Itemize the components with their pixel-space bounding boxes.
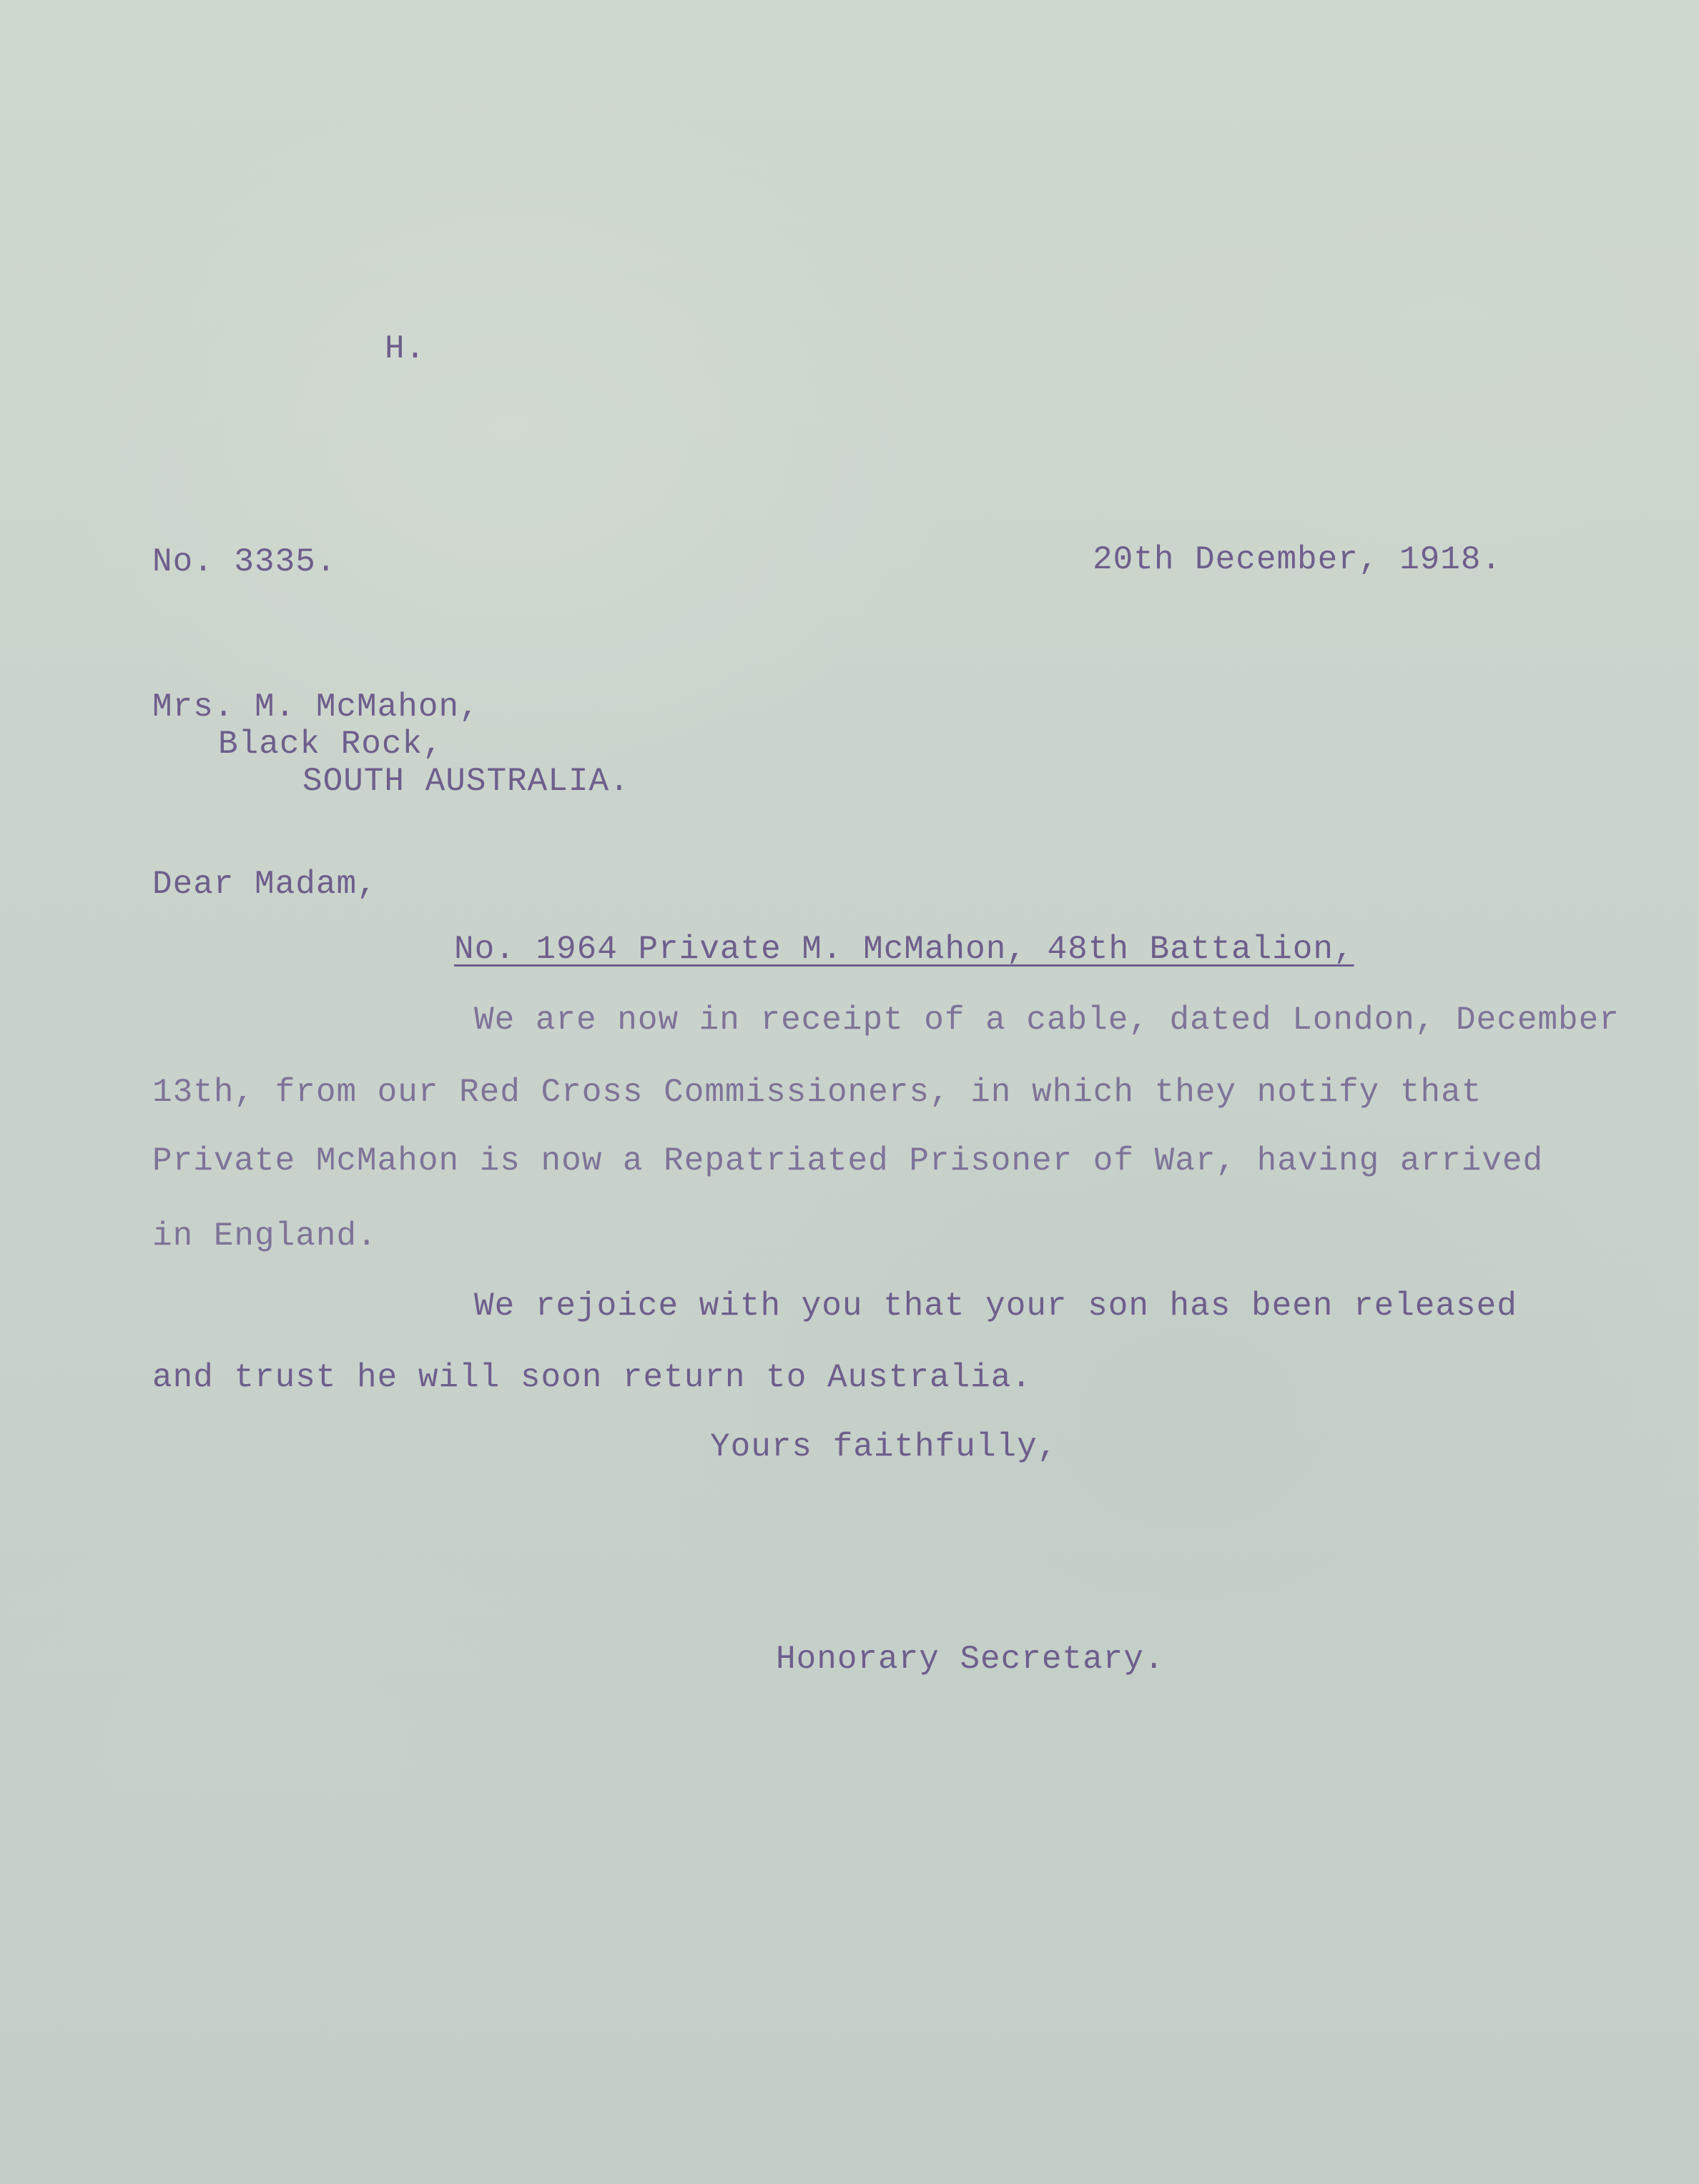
subject-line: No. 1964 Private M. McMahon, 48th Battalion, — [454, 931, 1354, 968]
address-state: SOUTH AUSTRALIA. — [302, 763, 630, 800]
reference-number: No. 3335. — [152, 543, 337, 580]
salutation: Dear Madam, — [152, 866, 378, 903]
address-name: Mrs. M. McMahon, — [152, 688, 480, 726]
closing: Yours faithfully, — [710, 1428, 1058, 1466]
filing-initial: H. — [385, 330, 426, 367]
body-line: Private McMahon is now a Repatriated Prisoner of War, having arrived — [152, 1142, 1544, 1180]
body-line: We rejoice with you that your son has been released — [474, 1288, 1517, 1325]
body-line: 13th, from our Red Cross Commissioners, in which they notify that — [152, 1074, 1482, 1111]
letter-date: 20th December, 1918. — [1093, 541, 1502, 578]
signatory-title: Honorary Secretary. — [776, 1641, 1165, 1678]
body-line: and trust he will soon return to Australia. — [152, 1359, 1032, 1396]
body-line: We are now in receipt of a cable, dated London, December — [474, 1002, 1620, 1039]
body-line: in England. — [152, 1217, 378, 1255]
address-locality: Black Rock, — [218, 726, 443, 763]
